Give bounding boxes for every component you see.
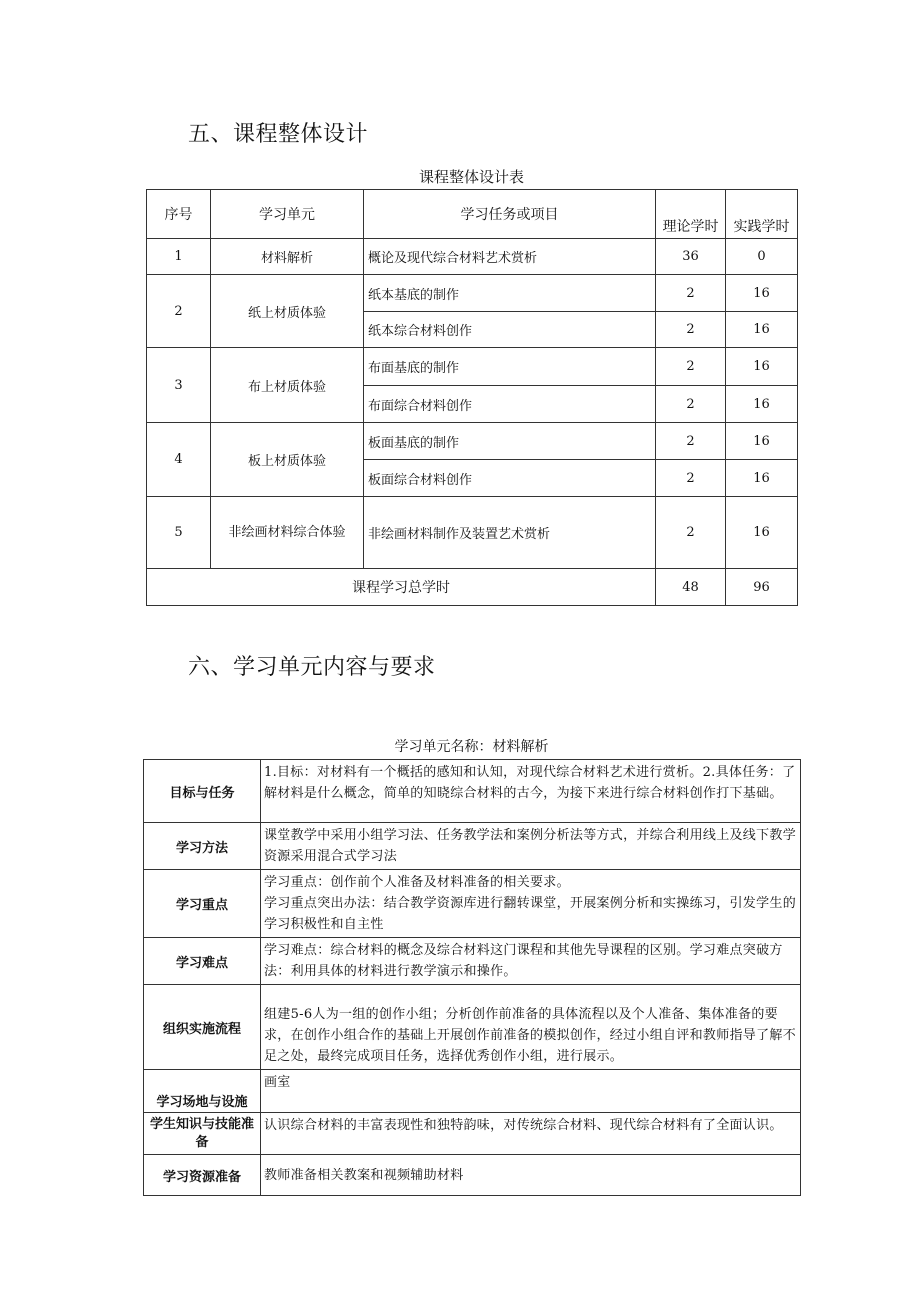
task-cell: 板面基底的制作	[364, 423, 656, 460]
unit-caption-label: 学习单元名称	[394, 739, 479, 755]
content-line: 学习重点：创作前个人准备及材料准备的相关要求。	[264, 875, 570, 890]
section-title-course-design: 五、课程整体设计	[188, 122, 369, 147]
theory-hours: 2	[656, 275, 726, 312]
table-row	[144, 760, 801, 823]
unit-no: 4	[147, 423, 211, 497]
total-label: 课程学习总学时	[147, 569, 656, 606]
unit-name: 板上材质体验	[211, 423, 364, 497]
row-content	[261, 870, 801, 938]
unit-caption-value: ：材料解析	[478, 739, 549, 755]
content-line: 学习难点：综合材料的概念及综合材料这门课程和其他先导课程的区别。学习难点突破方法：利用具体的材料进行教学演示和操作。	[264, 943, 783, 979]
header-practice: 实践学时	[726, 190, 798, 239]
content-line: 认识综合材料的丰富表现性和独特韵味，对传统综合材料、现代综合材料有了全面认识。	[264, 1118, 783, 1133]
row-content	[261, 1070, 801, 1113]
header-unit: 学习单元	[211, 190, 364, 239]
row-label: 目标与任务	[144, 760, 261, 823]
practice-hours: 16	[726, 348, 798, 386]
table-row	[147, 239, 798, 275]
practice-hours: 16	[726, 312, 798, 348]
task-cell: 板面综合材料创作	[364, 460, 656, 497]
table-caption: 课程整体设计表	[418, 168, 524, 186]
theory-hours: 2	[656, 423, 726, 460]
unit-no: 5	[147, 497, 211, 569]
header-no: 序号	[147, 190, 211, 239]
row-label: 组织实施流程	[144, 985, 261, 1070]
content-line: 组建5-6人为一组的创作小组；分析创作前准备的具体流程以及个人准备、集体准备的要求，在创作小组合作的基础上开展创作前准备的模拟创作，经过小组自评和教师指导了解不足之处，最终完成项目任务，选择优秀创作小组，进行展示。	[264, 1007, 797, 1064]
unit-no: 2	[147, 275, 211, 348]
unit-name: 非绘画材料综合体验	[211, 497, 364, 569]
unit-name: 纸上材质体验	[211, 275, 364, 348]
row-content	[261, 823, 801, 870]
row-content	[261, 938, 801, 985]
row-content	[261, 1113, 801, 1155]
table-row	[144, 938, 801, 985]
unit-no: 3	[147, 348, 211, 423]
row-label: 学习场地与设施	[144, 1070, 261, 1113]
task-cell: 非绘画材料制作及装置艺术赏析	[364, 497, 656, 569]
row-label: 学习重点	[144, 870, 261, 938]
table-row	[144, 1070, 801, 1113]
table-row	[144, 823, 801, 870]
practice-hours: 16	[726, 423, 798, 460]
row-label: 学习方法	[144, 823, 261, 870]
practice-hours: 16	[726, 460, 798, 497]
table-row	[144, 870, 801, 938]
theory-hours: 2	[656, 312, 726, 348]
row-content	[261, 760, 801, 823]
table-row	[147, 348, 798, 386]
task-cell: 布面基底的制作	[364, 348, 656, 386]
content-line: 学习重点突出办法：结合教学资源库进行翻转课堂，开展案例分析和实操练习，引发学生的学习积极性和自主性	[264, 896, 797, 932]
row-content	[261, 1155, 801, 1196]
theory-hours: 2	[656, 348, 726, 386]
content-line: 课堂教学中采用小组学习法、任务教学法和案例分析法等方式，并综合利用线上及线下教学资源采用混合式学习法	[264, 828, 797, 864]
practice-hours: 0	[726, 239, 798, 275]
unit-name: 材料解析	[211, 239, 364, 275]
unit-name: 布上材质体验	[211, 348, 364, 423]
total-theory: 48	[656, 569, 726, 606]
row-content	[261, 985, 801, 1070]
theory-hours: 2	[656, 386, 726, 423]
task-cell: 布面综合材料创作	[364, 386, 656, 423]
header-task: 学习任务或项目	[364, 190, 656, 239]
section-title-unit-content: 六、学习单元内容与要求	[188, 655, 436, 680]
content-line: 画室	[264, 1075, 291, 1090]
table-row	[147, 275, 798, 312]
table-row	[147, 497, 798, 569]
row-label: 学习资源准备	[144, 1155, 261, 1196]
table-row	[144, 1113, 801, 1155]
task-cell: 纸本基底的制作	[364, 275, 656, 312]
row-label: 学生知识与技能准备	[144, 1113, 261, 1155]
unit-requirements-table	[143, 759, 801, 1196]
theory-hours: 36	[656, 239, 726, 275]
theory-hours: 2	[656, 460, 726, 497]
theory-hours: 2	[656, 497, 726, 569]
table-header-row	[147, 190, 798, 239]
table-row	[147, 423, 798, 460]
table-row	[144, 1155, 801, 1196]
total-row	[147, 569, 798, 606]
row-label: 学习难点	[144, 938, 261, 985]
practice-hours: 16	[726, 275, 798, 312]
header-theory: 理论学时	[656, 190, 726, 239]
unit-caption	[143, 736, 800, 756]
course-design-table	[146, 189, 798, 606]
content-line: 1.目标：对材料有一个概括的感知和认知，对现代综合材料艺术进行赏析。2.具体任务：了解材料是什么概念，简单的知晓综合材料的古今，为接下来进行综合材料创作打下基础。	[264, 765, 796, 801]
task-cell: 概论及现代综合材料艺术赏析	[364, 239, 656, 275]
unit-no: 1	[147, 239, 211, 275]
table-row	[144, 985, 801, 1070]
practice-hours: 16	[726, 497, 798, 569]
task-cell: 纸本综合材料创作	[364, 312, 656, 348]
practice-hours: 16	[726, 386, 798, 423]
total-practice: 96	[726, 569, 798, 606]
content-line: 教师准备相关教案和视频辅助材料	[264, 1167, 464, 1183]
